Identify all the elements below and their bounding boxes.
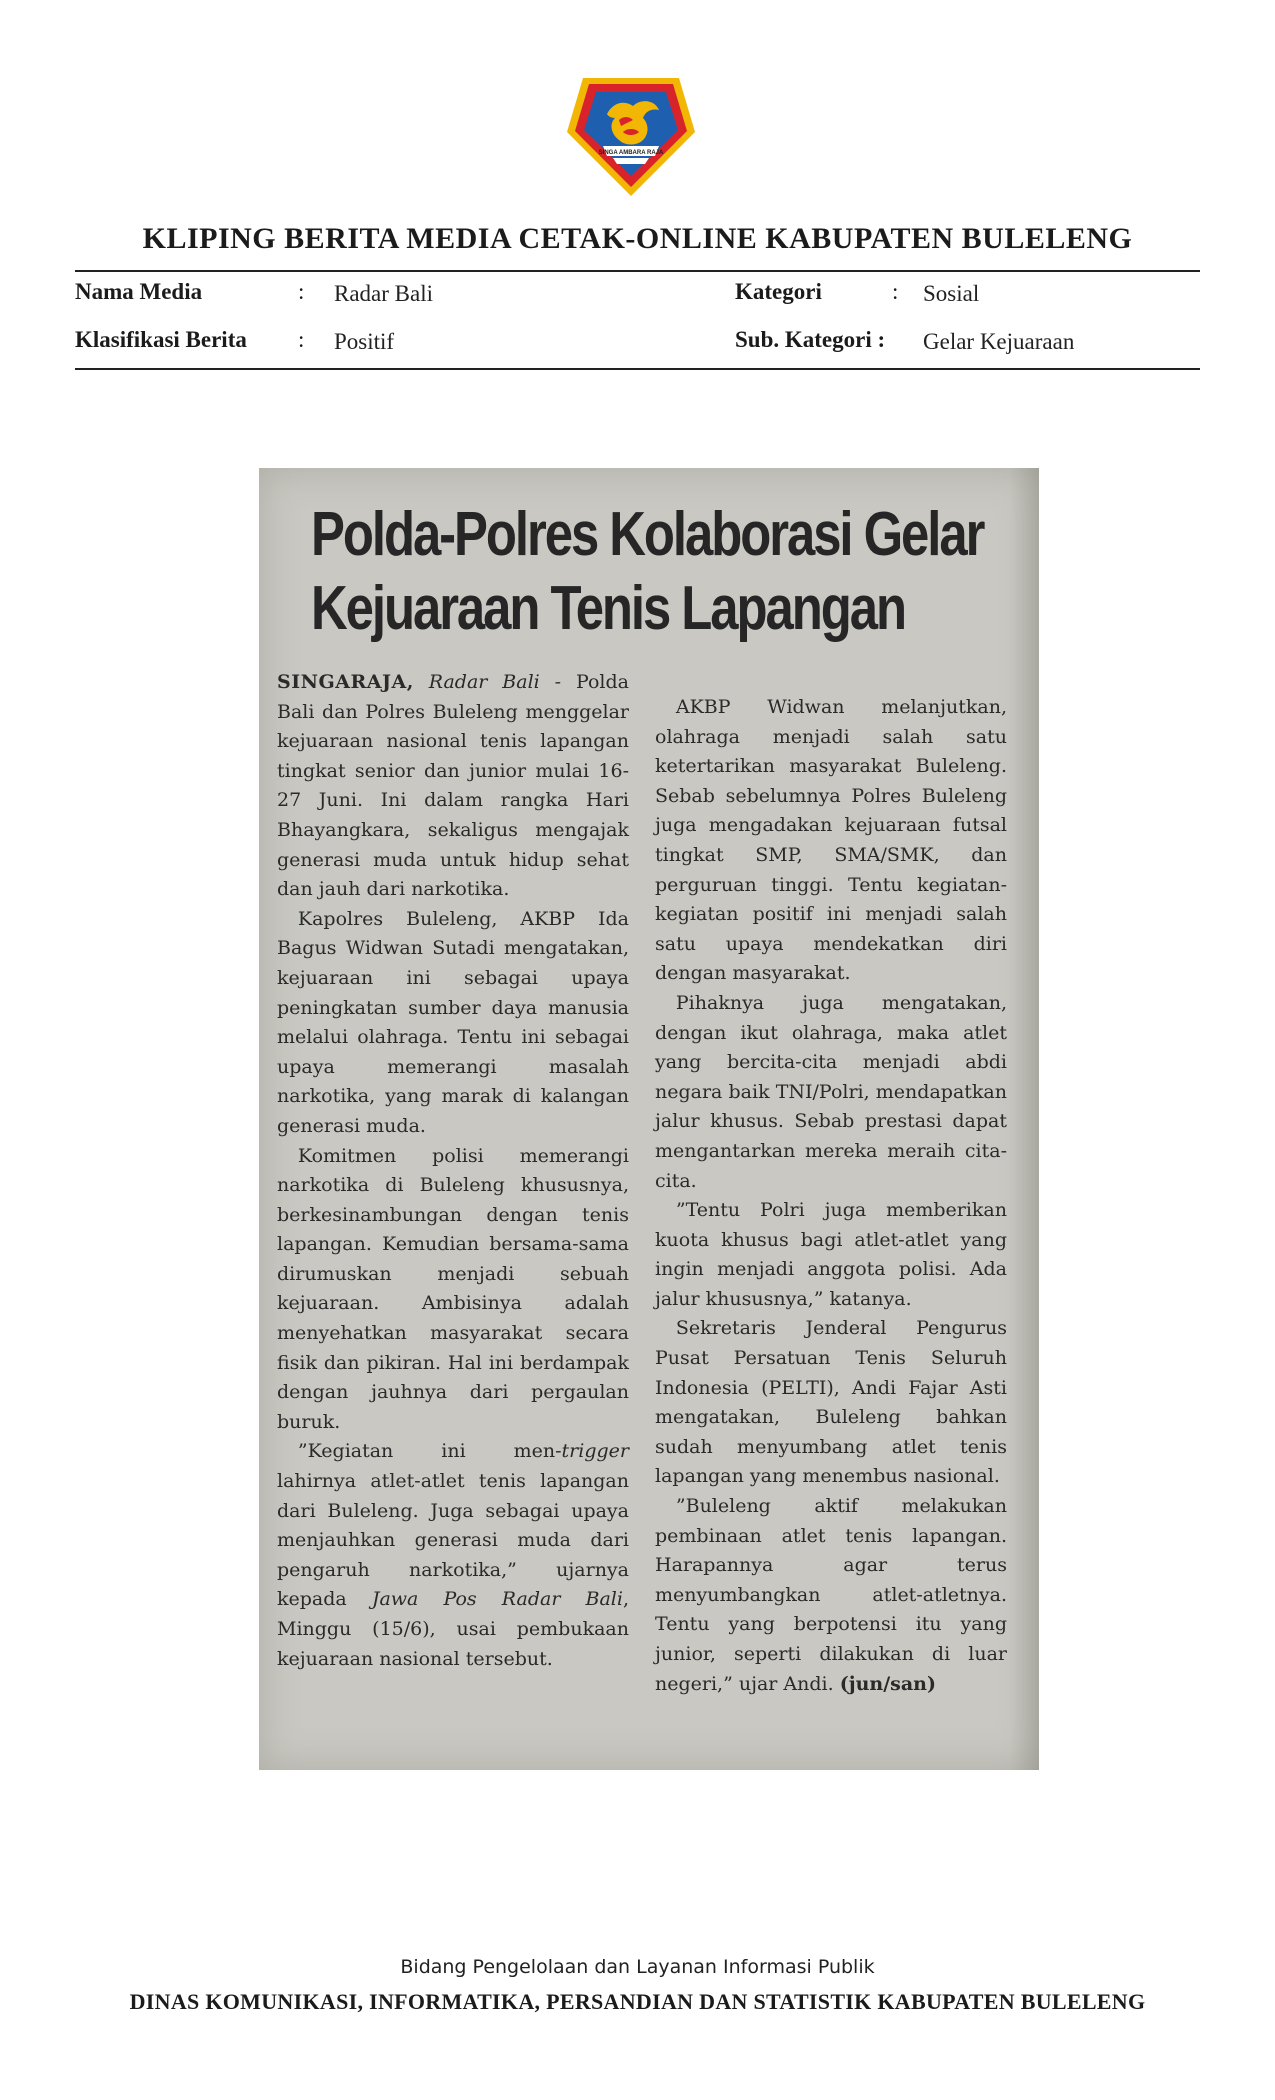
article-p9-wrap <box>655 1492 1007 1699</box>
p4-part-a: ”Kegiatan ini men- <box>297 1440 562 1463</box>
article-p1: Polda Bali dan Polres Buleleng menggelar kejuaraan nasional tenis lapangan tingkat senior dan junior mulai 16-27 Juni. Ini dalam rangka Hari Bhayangkara, sekaligus mengajak generasi muda untuk hidup sehat dan jauh dari narkotika. <box>277 671 629 901</box>
document-title: KLIPING BERITA MEDIA CETAK-ONLINE KABUPATEN BULELENG <box>142 222 1133 255</box>
sub-kategori-label: Sub. Kategori : <box>735 327 886 352</box>
article-signoff: (jun/san) <box>839 1672 936 1695</box>
article-dateline: SINGARAJA, <box>277 671 414 693</box>
klasifikasi-value: Positif <box>334 329 395 354</box>
p4-part-b: lahirnya atlet-atlet tenis lapangan dari Buleleng. Juga sebagai upaya menjauhkan generasi muda dari pengaruh narkotika,” ujarnya kepada <box>277 1470 629 1611</box>
article-p7: ”Tentu Polri juga memberikan kuota khusus bagi atlet-atlet yang ingin menjadi anggota polisi. Ada jalur khususnya,” katanya. <box>655 1199 1007 1310</box>
kategori-colon: : <box>892 279 899 304</box>
kategori-value: Sosial <box>923 281 980 306</box>
article-p4 <box>277 1437 629 1674</box>
crest-icon <box>563 74 699 200</box>
article-p3: Komitmen polisi memerangi narkotika di Buleleng khususnya, berkesinambungan dengan tenis lapangan. Kemudian bersama-sama dirumuskan menjadi sebuah kejuaraan. Ambisinya adalah menyehatkan masyarakat secara fisik dan pikiran. Hal ini berdampak dengan jauhnya dari pergaulan buruk. <box>277 1144 629 1433</box>
svg-text:SINGA AMBARA RAJA: SINGA AMBARA RAJA <box>598 150 664 156</box>
headline-line-1: Polda-Polres Kolaborasi Gelar <box>311 500 984 569</box>
article-p2: Kapolres Buleleng, AKBP Ida Bagus Widwan Sutadi mengatakan, kejuaraan ini sebagai upaya peningkatan sumber daya manusia melalui olahraga. Tentu ini sebagai upaya memerangi masalah narkotika, yang marak di kalangan generasi muda. <box>277 907 629 1137</box>
article-source: Radar Bali - <box>428 671 562 693</box>
article-headline <box>311 498 1016 646</box>
buleleng-crest-logo <box>563 74 699 200</box>
bottom-divider <box>75 368 1200 370</box>
clipping-shadow-edge <box>1009 468 1039 1770</box>
article-column-left <box>277 668 629 1674</box>
kategori-label: Kategori <box>735 279 822 304</box>
nama-media-label: Nama Media <box>75 279 203 304</box>
sub-kategori-value: Gelar Kejuaraan <box>923 329 1075 354</box>
footer-division: Bidang Pengelolaan dan Layanan Informasi Publik <box>400 1956 875 1978</box>
article-p9: ”Buleleng aktif melakukan pembinaan atlet tenis lapangan. Harapannya agar terus menyumbangkan atlet-atletnya. Tentu yang berpotensi itu yang junior, seperti dilakukan di luar negeri,” ujar Andi. <box>655 1495 1007 1695</box>
nama-media-colon: : <box>298 279 305 304</box>
newspaper-clipping <box>259 468 1039 1770</box>
article-paragraph <box>277 668 629 905</box>
p4-part-c: , Minggu (15/6), usai pembukaan kejuaraan nasional tersebut. <box>277 1588 629 1670</box>
footer-agency: DINAS KOMUNIKASI, INFORMATIKA, PERSANDIAN DAN STATISTIK KABUPATEN BULELENG <box>129 1989 1146 2014</box>
article-p5: AKBP Widwan melanjutkan, olahraga menjadi salah satu ketertarikan masyarakat Buleleng. Sebab sebelumnya Polres Buleleng juga mengadakan kejuaraan futsal tingkat SMP, SMA/SMK, dan perguruan tinggi. Tentu kegiatan-kegiatan positif ini menjadi salah satu upaya mendekatkan diri dengan masyarakat. <box>655 696 1007 985</box>
p4-trigger: trigger <box>561 1440 629 1463</box>
klasifikasi-colon: : <box>298 327 305 352</box>
article-column-right <box>655 693 1007 1699</box>
top-divider <box>75 270 1200 272</box>
headline-line-2: Kejuaraan Tenis Lapangan <box>311 574 906 643</box>
p4-publication: Jawa Pos Radar Bali <box>371 1588 623 1611</box>
nama-media-value: Radar Bali <box>334 281 433 306</box>
article-p8: Sekretaris Jenderal Pengurus Pusat Persatuan Tenis Seluruh Indonesia (PELTI), Andi Fajar Asti mengatakan, Buleleng bahkan sudah menyumbang atlet tenis lapangan yang menembus nasional. <box>655 1317 1007 1488</box>
klasifikasi-label: Klasifikasi Berita <box>75 327 247 352</box>
article-p6: Pihaknya juga mengatakan, dengan ikut olahraga, maka atlet yang bercita-cita menjadi abdi negara baik TNI/Polri, mendapatkan jalur khusus. Sebab prestasi dapat mengantarkan mereka meraih cita-cita. <box>655 991 1007 1192</box>
